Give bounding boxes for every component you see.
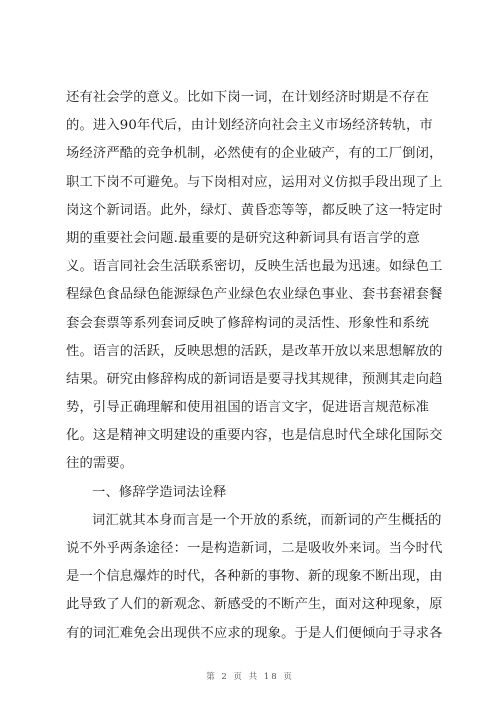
text-line: 势，引导正确理解和使用祖国的语言文字，促进语言规范标准 [66, 400, 430, 416]
paragraph-1 [66, 84, 444, 479]
text-line: 有的词汇难免会出现供不应求的现象。于是人们便倾向于寻求各 [66, 625, 443, 641]
text-line: 岗这个新词语。此外，绿灯、黄昏恋等等，都反映了这一特定时 [66, 202, 443, 218]
text-line: 是一个信息爆炸的时代，各种新的事物、新的现象不断出现，由 [66, 569, 443, 585]
text-line: 义。语言同社会生活联系密切，反映生活也最为迅速。如绿色工 [66, 259, 443, 275]
section-heading: 一、修辞学造词法诠释 [92, 484, 227, 500]
text-line: 性。语言的活跃，反映思想的活跃，是改革开放以来思想解放的 [66, 343, 443, 359]
text-line: 词汇就其本身而言是一个开放的系统，而新词的产生概括的 [92, 512, 442, 528]
body-text [66, 84, 444, 648]
text-line: 往的需要。 [66, 456, 134, 472]
text-line: 程绿色食品绿色能源绿色产业绿色农业绿色事业、套书套裙套餐 [66, 287, 443, 303]
text-line: 场经济严酷的竞争机制，必然使有的企业破产，有的工厂倒闭， [66, 146, 443, 162]
text-line: 此导致了人们的新观念、新感受的不断产生，面对这种现象，原 [66, 597, 443, 613]
text-line: 结果。研究由修辞构成的新词语是要寻找其规律，预测其走向趋 [66, 371, 443, 387]
text-line: 的。进入90年代后，由计划经济向社会主义市场经济转轨，市 [66, 118, 433, 134]
text-line: 套会套票等系列套词反映了修辞构词的灵活性、形象性和系统 [66, 315, 430, 331]
paragraph-2 [66, 507, 444, 648]
text-line: 说不外乎两条途径：一是构造新词，二是吸收外来词。当今时代 [66, 541, 443, 556]
text-line: 职工下岗不可避免。与下岗相对应，运用对义仿拟手段出现了上 [66, 174, 443, 190]
text-line: 期的重要社会问题.最重要的是研究这种新词具有语言学的意 [66, 230, 420, 246]
page-number-footer: 第 2 页 共 18 页 [206, 672, 294, 682]
text-line: 化。这是精神文明建设的重要内容，也是信息时代全球化国际交 [66, 428, 443, 444]
text-line: 还有社会学的意义。比如下岗一词，在计划经济时期是不存在 [66, 90, 430, 105]
